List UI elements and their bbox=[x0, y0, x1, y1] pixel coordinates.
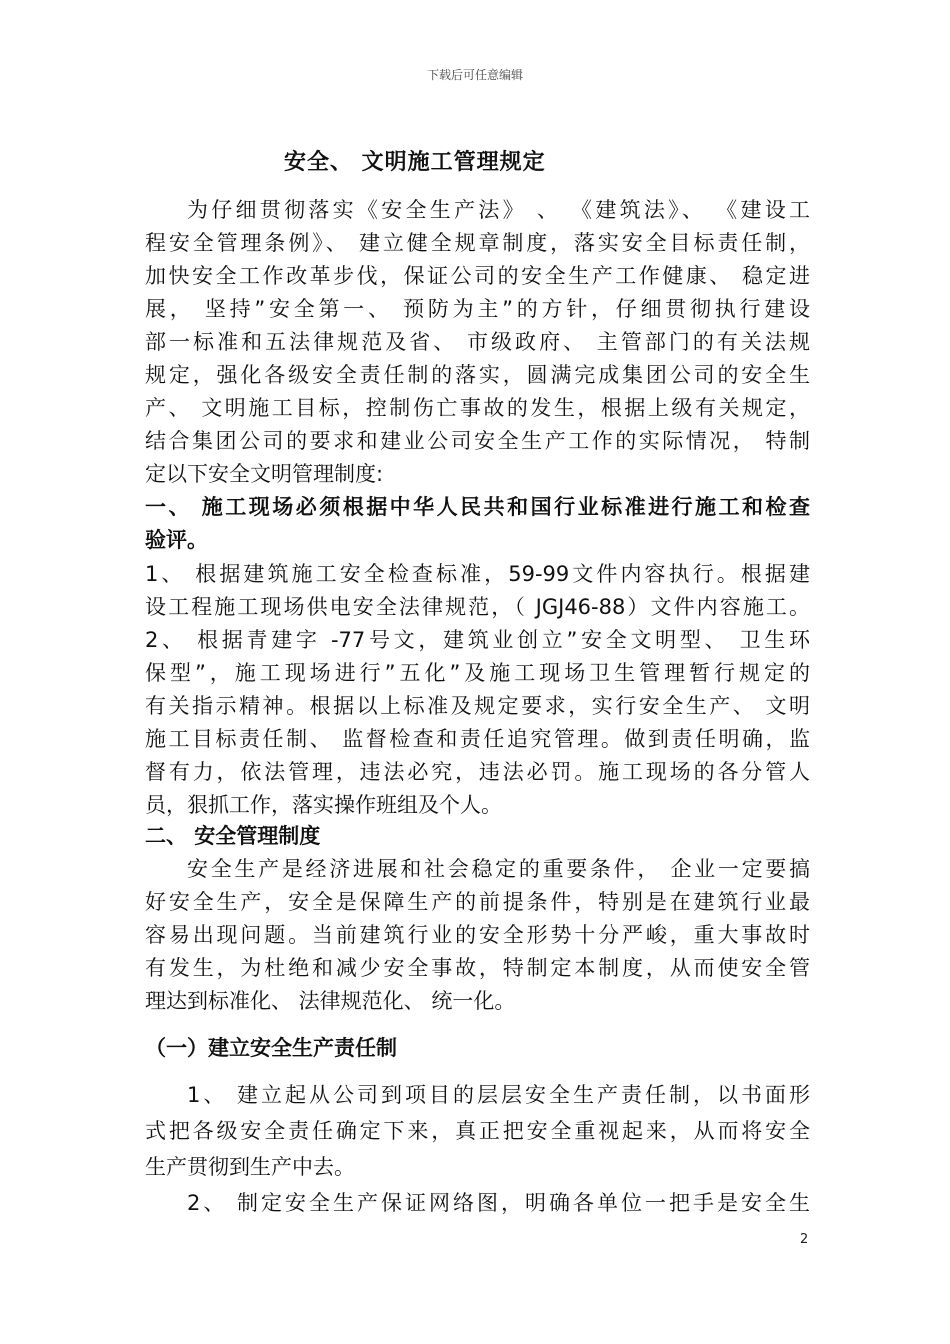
text-line: 展， 坚持”安全第一、 预防为主”的方针，仔细贯彻执行建设 bbox=[145, 297, 810, 321]
section-1-body bbox=[145, 558, 810, 822]
text-line: 为仔细贯彻落实《安全生产法》 、 《建筑法》、 《建设工 bbox=[187, 198, 810, 222]
text-line: 施工目标责任制、 监督检查和责任追究管理。做到责任明确，监 bbox=[145, 727, 810, 751]
text-line: 设工程施工现场供电安全法律规范，（ JGJ46-88）文件内容施工。 bbox=[145, 595, 810, 619]
text-line: 生产贯彻到生产中去。 bbox=[145, 1155, 355, 1179]
text-line: 程安全管理条例》、 建立健全规章制度，落实安全目标责任制， bbox=[145, 231, 810, 255]
heading-line: 验评。 bbox=[145, 528, 208, 552]
text-line: 有关指示精神。根据以上标准及规定要求，实行安全生产、 文明 bbox=[145, 694, 810, 718]
text-line: 保型”，施工现场进行”五化”及施工现场卫生管理暂行规定的 bbox=[145, 661, 810, 685]
subsection-1-heading bbox=[145, 1032, 810, 1065]
heading-line: 二、 安全管理制度 bbox=[145, 824, 321, 848]
text-line: 安全生产是经济进展和社会稳定的重要条件， 企业一定要搞 bbox=[187, 857, 810, 881]
page-header: 下载后可任意编辑 bbox=[426, 68, 523, 82]
text-line: 理达到标准化、 法律规范化、 统一化。 bbox=[145, 989, 516, 1013]
text-line: 部一标准和五法律规范及省、 市级政府、 主管部门的有关法规 bbox=[145, 330, 810, 354]
subsection-1-body bbox=[145, 1077, 810, 1221]
text-line: 容易出现问题。当前建筑行业的安全形势十分严峻，重大事故时 bbox=[145, 923, 810, 947]
text-line: 式把各级安全责任确定下来，真正把安全重视起来，从而将安全 bbox=[145, 1119, 810, 1143]
text-line: 员，狠抓工作，落实操作班组及个人。 bbox=[145, 793, 502, 817]
heading-line: （一）建立安全生产责任制 bbox=[145, 1036, 397, 1060]
text-line: 督有力，依法管理，违法必究，违法必罚。施工现场的各分管人 bbox=[145, 760, 810, 784]
text-line: 产、 文明施工目标，控制伤亡事故的发生，根据上级有关规定， bbox=[145, 396, 810, 420]
section-2-body bbox=[145, 853, 810, 1018]
text-line: 2、 根据青建字 -77号文，建筑业创立”安全文明型、 卫生环 bbox=[145, 628, 810, 652]
text-line: 好安全生产，安全是保障生产的前提条件，特别是在建筑行业最 bbox=[145, 890, 810, 914]
text-line: 定以下安全文明管理制度: bbox=[145, 462, 384, 486]
section-2-heading bbox=[145, 820, 810, 853]
text-line: 1、 建立起从公司到项目的层层安全生产责任制，以书面形 bbox=[187, 1083, 810, 1107]
text-line: 加快安全工作改革步伐，保证公司的安全生产工作健康、 稳定进 bbox=[145, 264, 810, 288]
text-line: 结合集团公司的要求和建业公司安全生产工作的实际情况， 特制 bbox=[145, 429, 810, 453]
section-1-heading bbox=[145, 491, 810, 557]
intro-paragraph bbox=[145, 194, 810, 491]
text-line: 规定，强化各级安全责任制的落实，圆满完成集团公司的安全生 bbox=[145, 363, 810, 387]
text-line: 1、 根据建筑施工安全检查标准，59-99文件内容执行。根据建 bbox=[145, 562, 810, 586]
text-line: 有发生，为杜绝和减少安全事故，特制定本制度，从而使安全管 bbox=[145, 956, 810, 980]
text-line: 2、 制定安全生产保证网络图，明确各单位一把手是安全生 bbox=[187, 1191, 810, 1215]
document-title: 安全、 文明施工管理规定 bbox=[284, 150, 546, 175]
page-number: 2 bbox=[800, 1232, 809, 1247]
heading-line: 一、 施工现场必须根据中华人民共和国行业标准进行施工和检查 bbox=[145, 495, 810, 519]
